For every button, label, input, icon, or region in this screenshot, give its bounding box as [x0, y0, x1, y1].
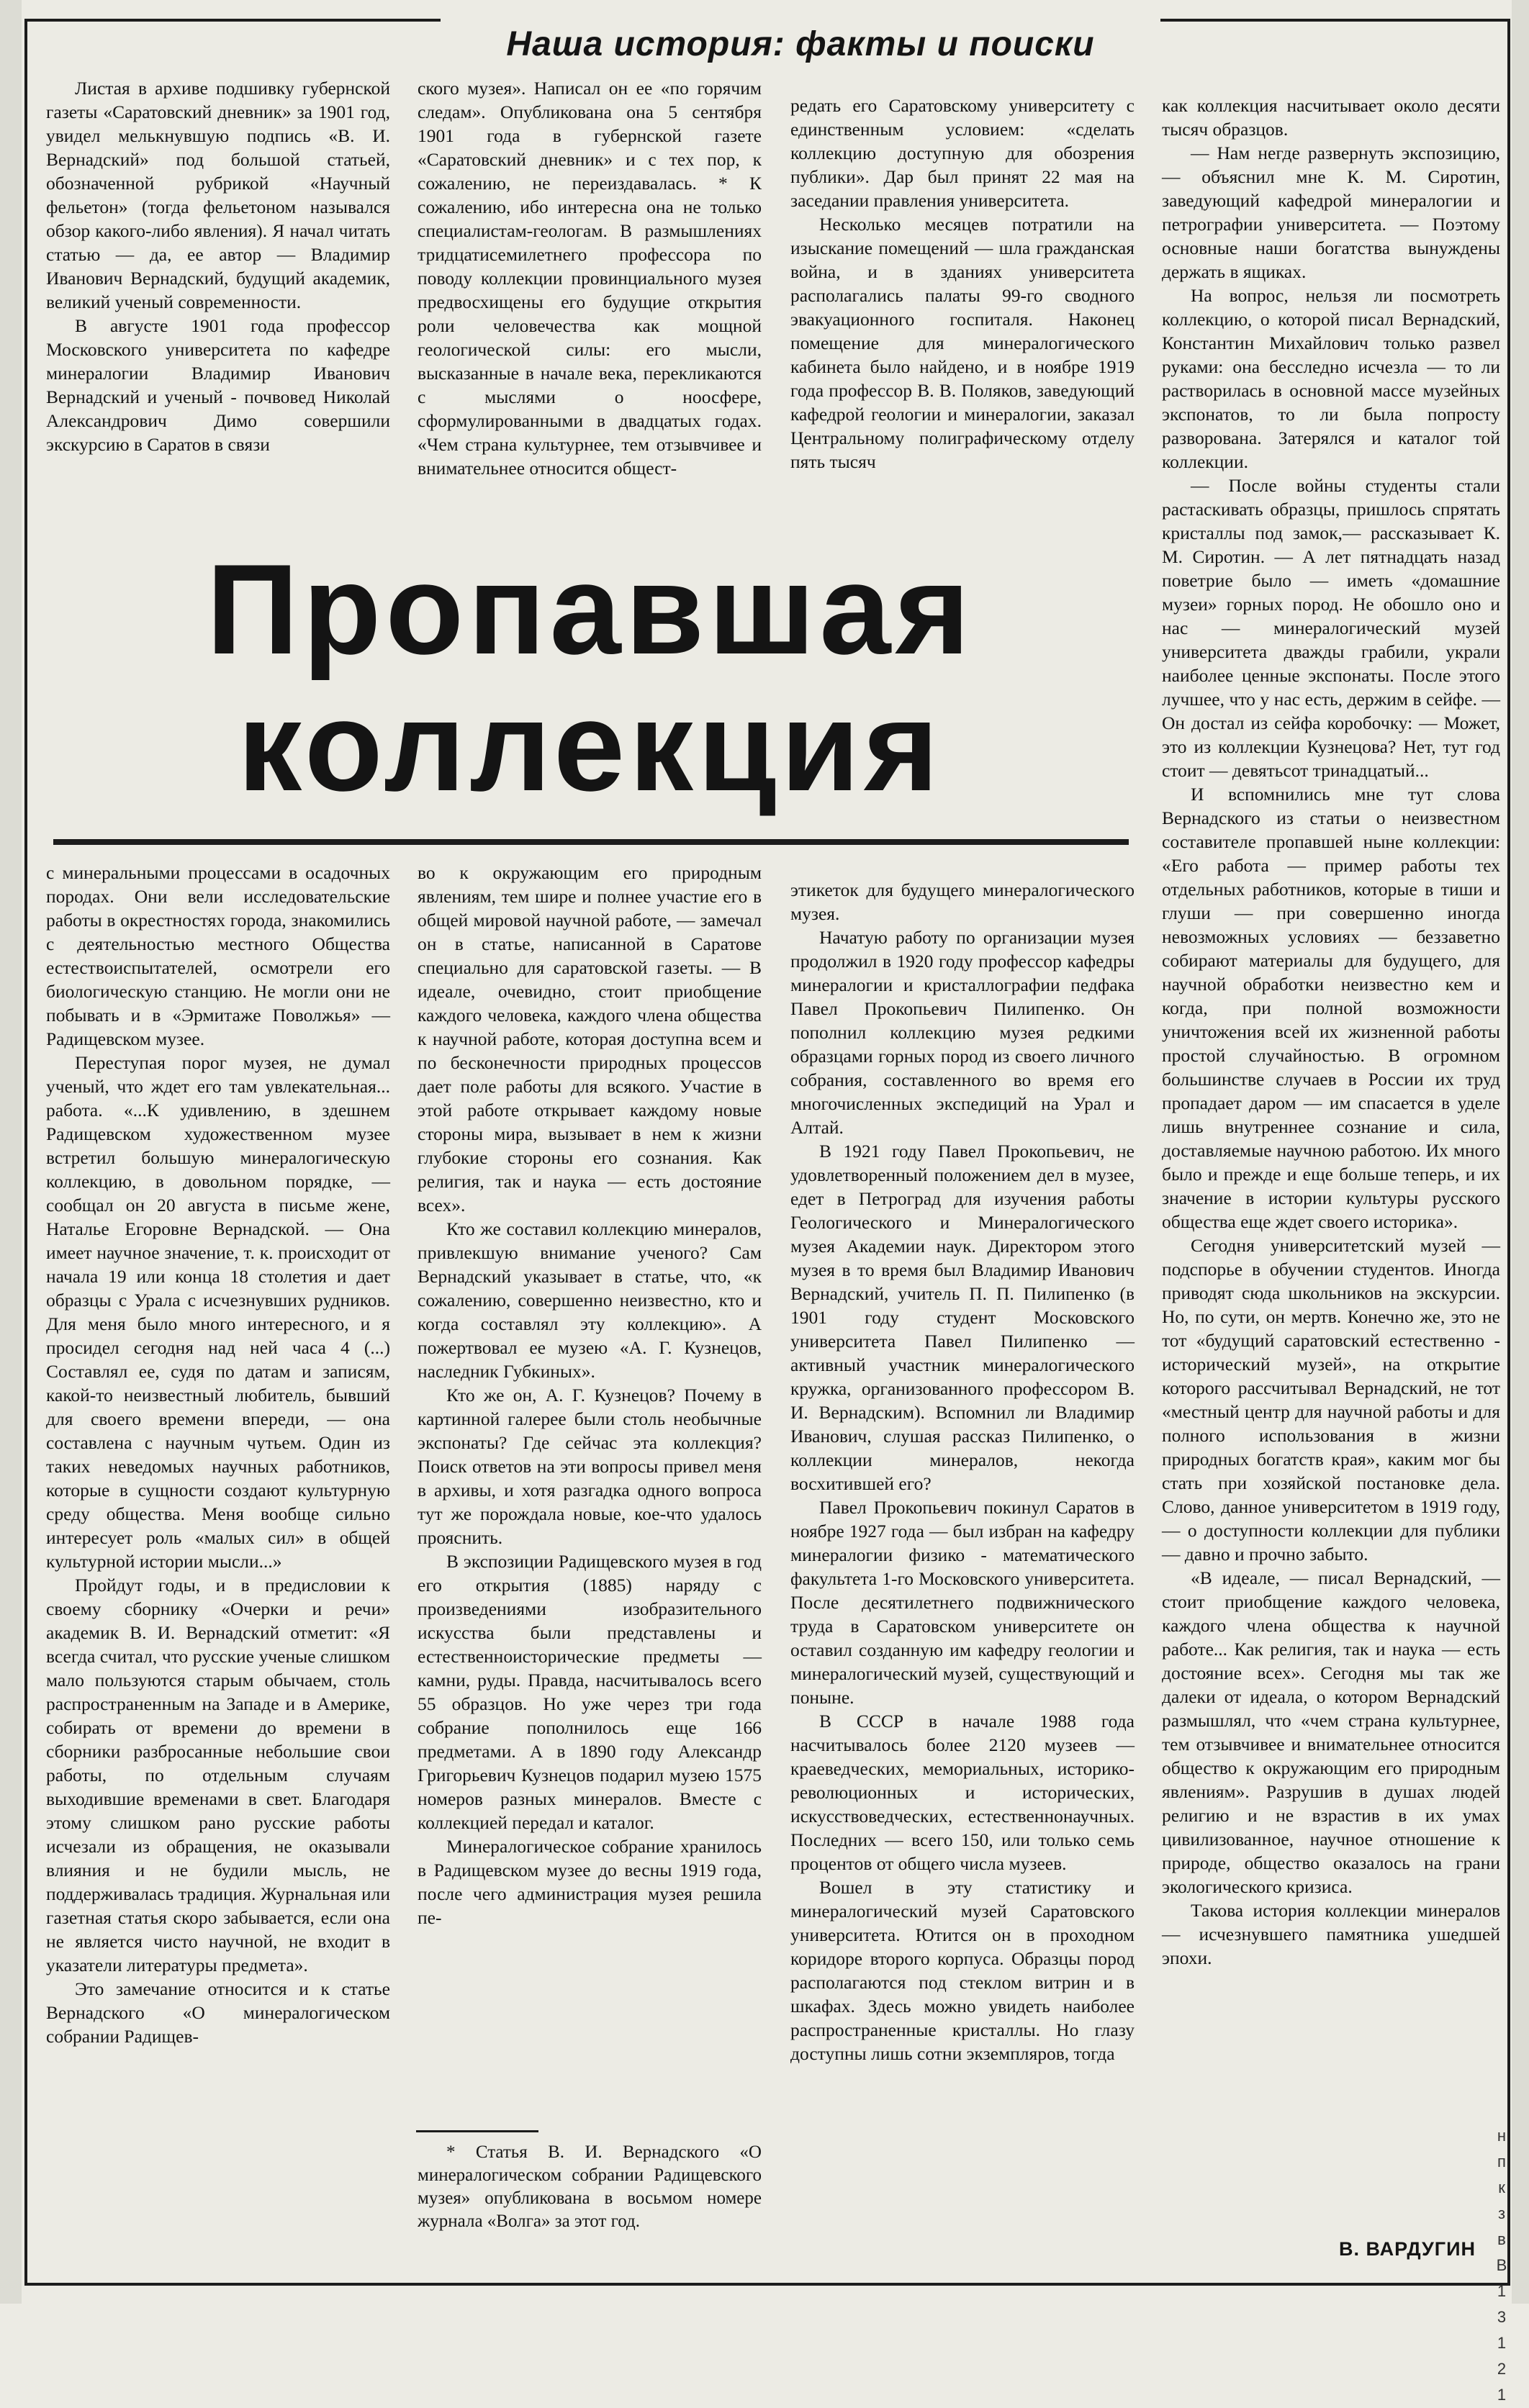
headline-rule: [53, 839, 1129, 845]
paragraph: Такова история коллекции минералов — исчезнувшего памятника ушедшей эпохи.: [1162, 1900, 1500, 1968]
paragraph: Кто же составил коллекцию минералов, привлекшую внимание ученого? Сам Вернадский указывает в статье, что, «к сожалению, совершенно неизвестно, кто и когда составлял эту коллекцию». А пожертвовал ее музею «А. Г. Кузнецов, наследник Губкиных».: [418, 1218, 762, 1382]
lower-column-2: [418, 861, 762, 2099]
paragraph: Кто же он, А. Г. Кузнецов? Почему в картинной галерее были столь необычные экспонаты? Где сейчас эта коллекция? Поиск ответов на эти вопросы привел меня в архивы, и хотя разгадка одного вопроса тут же порождала новые, кое-что удалось прояснить.: [418, 1385, 762, 1548]
paragraph: В 1921 году Павел Прокопьевич, не удовлетворенный положением дел в музее, едет в Петроград для изучения работы Геологического и Минералогического музея Академии наук. Директором этого музея в то время был Владимир Иванович Вернадский, учитель П. П. Пилипенко (в 1901 году студент Московского университета Павел Пилипенко — активный участник минералогического кружка, организованного профессором В. И. Вернадским). Вспомнил ли Владимир Иванович, слушая рассказ Пилипенко, о коллекции минералов, некогда восхитившей его?: [790, 1141, 1135, 1494]
paragraph: этикеток для будущего минералогического музея.: [790, 879, 1135, 924]
paragraph: с минеральными процессами в осадочных породах. Они вели исследовательские работы в окрестностях города, знакомились с деятельностью местного Общества естествоиспытателей, осмотрели его биологическую станцию. Не могли они не побывать и в «Эрмитаже Поволжья» — Радищевском музее.: [46, 862, 390, 1049]
lower-column-1: [46, 861, 390, 2250]
adjacent-page-strip-left: [0, 0, 22, 2304]
headline-line-1: Пропавшая: [206, 538, 975, 681]
paragraph: Переступая порог музея, не думал ученый, что ждет его там увлекательная... работа. «...К удивлению, в здешнем Радищевском художественном музее встретил большую минералогическую коллекцию, в довольном порядке, — сообщал он 20 августа в письме жене, Наталье Егоровне Вернадской. — Она имеет научное значение, т. к. происходит от начала 19 или конца 18 столетия и дает образцы с Урала с исчезнувших рудников. Для меня было много интересного, и я просидел сегодня над ней часа 4 (...) Составлял ее, судя по датам и записям, какой-то неизвестный любитель, бывший для своего времени впереди, — она составлена с научным чутьем. Один из таких неведомых научных работников, которые в сущности создают культурную среду общества. Меня вообще сильно интересует роль «малых сил» в общей культурной истории мысли...»: [46, 1052, 390, 1572]
paragraph: В экспозиции Радищевского музея в год его открытия (1885) наряду с произведениями изобразительного искусства были представлены и естественноисторические предметы — камни, руды. Правда, насчитывалось всего 55 образцов. Но уже через три года собрание пополнилось еще 166 предметами. А в 1890 году Александр Григорьевич Кузнецов подарил музею 1575 номеров разных минералов. Вместе с коллекцией передал и каталог.: [418, 1551, 762, 1833]
paragraph: «В идеале, — писал Вернадский, — стоит приобщение каждого человека, каждого члена общества к научной работе... Как религия, так и наука — есть достояние всех». Сегодня мы так же далеки от идеала, о котором Вернадский размышлял, что «чем страна культурнее, тем отзывчивее и внимательнее относится общество к окружающим его природным явлениям». Разрушив в душах людей религию и не взрастив в их умах цивилизованное, научное отношение к природе, общество оказалось на грани экологического кризиса.: [1162, 1567, 1500, 1897]
paragraph: во к окружающим его природным явлениям, тем шире и полнее участие его в общей мировой научной работе, — замечал он в статье, написанной в Саратове специально для саратовской газеты. — В идеале, очевидно, стоит приобщение каждого человека, каждого члена общества к научной работе, которая доступна всем и по бесконечности природных процессов дает поле работы для всякого. Участие в этой работе открывает каждому новые стороны мира, вызывает в нем к жизни глубокие стороны его сознания. Как религия, так и наука — есть достояние всех».: [418, 862, 762, 1216]
adjacent-page-edge-text: н п к з в В 13 1 21: [1496, 2127, 1507, 2404]
rubric-header: [441, 14, 1160, 73]
footnote-text: * Статья В. И. Вернадского «О минералогическом собрании Радищевского музея» опубликована в восьмом номере журнала «Волга» за этот год.: [418, 2142, 762, 2231]
upper-column-1: [46, 76, 390, 537]
rubric-title: Наша история: факты и поиски: [506, 24, 1095, 63]
lower-column-3: [790, 878, 1135, 2253]
right-column: [1162, 94, 1500, 2238]
paragraph: Начатую работу по организации музея продолжил в 1920 году профессор кафедры минералогии и кристаллографии педфака Павел Прокопьевич Пилипенко. Он пополнил коллекцию музея редкими образцами горных пород из своего личного собрания, составленного во время его многочисленных экспедиций на Урал и Алтай.: [790, 927, 1135, 1138]
paragraph: И вспомнились мне тут слова Вернадского из статьи о неизвестном составителе пропавшей ныне коллекции: «Его работа — пример работы тех отдельных работников, которые в тиши и глуши — при совершенно иногда невозможных условиях — беззаветно собирают материалы для будущего, для научной обработки неизвестно кем и когда, при полной возможности уничтожения всей их жизненной работы простой случайностью. В огромном большинстве случаев в России их труд пропадает даром — им спасается в уделе лишь внутреннее сознание и сила, доставляемые научною работою. Их много было и прежде и еще больше теперь, и их значение в истории культуры русского общества еще ждет своего историка».: [1162, 784, 1500, 1232]
article-headline: [115, 538, 1065, 818]
adjacent-page-strip-right: [1512, 0, 1529, 2304]
paragraph: Минералогическое собрание хранилось в Радищевском музее до весны 1919 года, после чего администрация музея решила пе-: [418, 1836, 762, 1928]
headline-line-2: коллекция: [238, 674, 943, 818]
paragraph: как коллекция насчитывает около десяти тысяч образцов.: [1162, 95, 1500, 140]
paragraph: — Нам негде развернуть экспозицию, — объяснил мне К. М. Сиротин, заведующий кафедрой минералогии и петрографии университета. — Поэтому основные наши богатства вынуждены держать в ящиках.: [1162, 142, 1500, 282]
footnote-rule: [416, 2130, 538, 2132]
paragraph: Вошел в эту статистику и минералогический музей Саратовского университета. Ютится он в проходном коридоре второго корпуса. Образцы пород располагаются под стеклом витрин и в шкафах. Здесь можно увидеть наиболее распространенные кристаллы. Но глазу доступны лишь сотни экземпляров, тогда: [790, 1877, 1135, 2064]
paragraph: Несколько месяцев потратили на изыскание помещений — шла гражданская война, и в зданиях университета располагались палаты 99-го сводного эвакуационного госпиталя. Наконец помещение для минералогического кабинета было найдено, и в ноябре 1919 года профессор В. В. Поляков, заведующий кафедрой геологии и минералогии, заказал Центральному полиграфическому отделу пять тысяч: [790, 214, 1135, 472]
paragraph: редать его Саратовскому университету с единственным условием: «сделать коллекцию доступную для обозрения публики». Дар был принят 22 мая на заседании правления университета.: [790, 95, 1135, 211]
upper-column-2: [418, 76, 762, 537]
paragraph: Листая в архиве подшивку губернской газеты «Саратовский дневник» за 1901 год, увидел мелькнувшую подпись «В. И. Вернадский» под большой статьей, обозначенной рубрикой «Научный фельетон» (тогда фельетоном назывался обзор какого-либо явления). Я начал читать статью — да, ее автор — Владимир Иванович Вернадский, будущий академик, великий ученый современности.: [46, 78, 390, 312]
paragraph: Пройдут годы, и в предисловии к своему сборнику «Очерки и речи» академик В. И. Вернадский отметит: «Я всегда считал, что русские ученые слишком мало пользуются старым обычаем, столь распространенным на Западе и в Америке, собирать от времени до времени в сборники разбросанные небольшие свои работы, по отдельным случаям выходившие временами в свет. Благодаря этому слишком рано русские работы исчезали из обращения, не оказывали влияния и не будили мысль, не поддерживалась традиция. Журнальная или газетная статья скоро забывается, если она не является чисто научной, не входит в указатели литературы предмета».: [46, 1575, 390, 1975]
paragraph: На вопрос, нельзя ли посмотреть коллекцию, о которой писал Вернадский, Константин Михайлович только развел руками: она бесследно исчезла — то ли растворилась в основной массе музейных экспонатов, то ли была попросту разворована. Затерялся и каталог той коллекции.: [1162, 285, 1500, 472]
paragraph: Павел Прокопьевич покинул Саратов в ноябре 1927 года — был избран на кафедру минералогии физико - математического факультета 1-го Московского университета. После десятилетнего подвижнического труда в Саратовском университете он оставил созданную им кафедру геологии и минералогический музей, существующий и поныне.: [790, 1497, 1135, 1708]
paragraph: — После войны студенты стали растаскивать образцы, пришлось спрятать кристаллы под замок,— рассказывает К. М. Сиротин. — А лет пятнадцать назад поветрие было — иметь «домашние музеи» горных пород. Не обошло оно и нас — минералогический музей университета дважды грабили, украли наиболее ценные экспонаты. После этого лучшее, что у нас есть, держим в сейфе. — Он достал из сейфа коробочку: — Может, это из коллекции Кузнецова? Нет, тут год стоит — девятьсот тринадцатый...: [1162, 475, 1500, 781]
upper-column-3: [790, 94, 1135, 540]
footnote: [418, 2141, 762, 2249]
author-signature: В. ВАРДУГИН: [1338, 2238, 1476, 2260]
paragraph: ского музея». Написал он ее «по горячим следам». Опубликована она 5 сентября 1901 года в губернской газете «Саратовский дневник» и с тех пор, к сожалению, не переиздавалась. * К сожалению, ибо интересна она не только специалистам-геологам. В размышлениях тридцатисемилетнего профессора по поводу коллекции провинциального музея предвосхищены его будущие открытия роли человечества как мощной геологической силы: его мысли, высказанные в начале века, перекликаются с мыслями о ноосфере, сформулированными в двадцатых годах. «Чем страна культурнее, тем отзывчивее и внимательнее относится общест-: [418, 78, 762, 479]
paragraph: В августе 1901 года профессор Московского университета по кафедре минералогии Владимир Иванович Вернадский и ученый - почвовед Николай Александрович Димо совершили экскурсию в Саратов в связи: [46, 315, 390, 455]
paragraph: Сегодня университетский музей — подспорье в обучении студентов. Иногда приводят сюда школьников на экскурсии. Но, по сути, он мертв. Конечно же, это не тот «будущий саратовский естественно - исторический музей», на открытие которого рассчитывал Вернадский, не тот «местный центр для научной работы и для полного использования в жизни природных богатств края», каким мог бы стать при хозяйской постановке дела. Слово, данное университетом в 1919 году,— о доступности коллекции для публики — давно и прочно забыто.: [1162, 1235, 1500, 1565]
paragraph: Это замечание относится и к статье Вернадского «О минералогическом собрании Радищев-: [46, 1978, 390, 2047]
paragraph: В СССР в начале 1988 года насчитывалось более 2120 музеев — краеведческих, мемориальных, историко-революционных и исторических, искусствоведческих, естественнонаучных. Последних — всего 150, или только семь процентов от общего числа музеев.: [790, 1711, 1135, 1874]
